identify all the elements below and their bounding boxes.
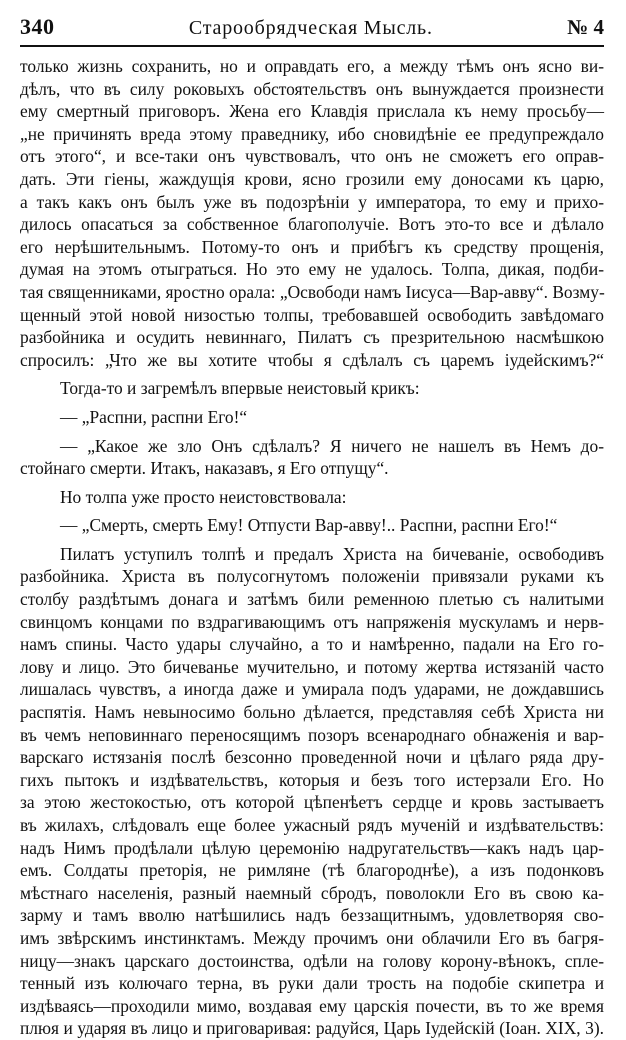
text-line: „не причинять вреда этому праведнику, ибо сновидѣніе ее предупреждало — [20, 123, 604, 144]
text-line: емъ. Солдаты преторія, не римляне (тѣ благороднѣе), а изъ подонковъ — [20, 860, 604, 881]
text-line: только жизнь сохранить, но и оправдать его, а между тѣмъ онъ ясно ви- — [20, 56, 604, 76]
text-line: лову и лицо. Это бичеванье мучительно, и потому жертва истязаній часто — [20, 656, 604, 677]
text-line: намъ спины. Часто удары случайно, а то и намѣренно, падали на Его го- — [20, 634, 604, 655]
text-line: Тогда-то и загремѣлъ впервые неистовый крикъ: — [60, 378, 420, 399]
page-number: 340 — [20, 14, 55, 39]
text-line: имъ звѣрскимъ инстинктамъ. Между прочимъ они облачили Его въ багря- — [20, 927, 604, 948]
text-line: спросилъ: „Что же вы хотите чтобы я сдѣлалъ съ царемъ іудейскимъ?“ — [20, 349, 604, 370]
body-text — [20, 55, 604, 1040]
text-line: дѣлъ, что въ силу роковыхъ обстоятельствъ онъ вынуждается произнести — [20, 78, 604, 99]
issue-number: № 4 — [567, 15, 604, 39]
text-line: — „Распни, распни Его!“ — [60, 406, 248, 427]
text-line: Пилатъ уступилъ толпѣ и предалъ Христа на бичеваніе, освободивъ — [60, 543, 604, 564]
paragraph — [20, 377, 604, 400]
text-line: тая священниками, яростно орала: „Освободи намъ Іисуса—Вар-авву“. Возму- — [20, 281, 605, 302]
text-line: столбу раздѣтымъ донага и затѣмъ били ременною плетью съ налитыми — [20, 589, 604, 610]
text-line: отъ этого“, и все-таки онъ чувствовалъ, что онъ не сможетъ его оправ- — [20, 146, 604, 167]
text-line: надъ Нимъ продѣлали цѣлую церемонію надругательствъ—какъ надъ цар- — [20, 837, 604, 858]
text-line: его нерѣшительнымъ. Потому-то онъ и прибѣгъ къ средству прощенія, — [20, 236, 604, 257]
text-line: за этою жестокостью, отъ которой цѣпенѣетъ сердце и кровь застываетъ — [20, 792, 604, 813]
paragraph — [20, 486, 604, 509]
text-line: гихъ пытокъ и издѣвательствъ, которыя и безъ того истерзали Его. Но — [20, 769, 604, 790]
text-line: — „Смерть, смерть Ему! Отпусти Вар-авву!.. Распни, распни Его!“ — [60, 515, 558, 536]
text-line: свинцомъ концами по вздрагивающимъ отъ напряженія мускуламъ и нерв- — [20, 611, 604, 632]
text-line: ницу—знакъ царскаго достоинства, одѣли на голову корону-вѣнокъ, спле- — [20, 950, 604, 971]
paragraph — [20, 435, 604, 480]
paragraph — [20, 406, 604, 429]
text-line: въ жилахъ, слѣдовалъ еще более ужасный рядъ мученій и издѣвательствъ: — [20, 815, 604, 835]
paragraph — [20, 55, 604, 371]
header-rule — [20, 45, 604, 47]
text-line: разбойника. Христа въ полусогнутомъ положеніи привязали руками къ — [20, 566, 604, 587]
text-line: въ чемъ неповиннаго переносящимъ позоръ всенароднаго обнаженія и вар- — [20, 724, 604, 745]
text-line: а такъ какъ онъ былъ уже въ подозрѣніи у императора, то ему и прихо- — [20, 191, 604, 212]
text-line: лишалась чувствъ, а иногда даже и умирала подъ ударами, не дождавшись — [20, 679, 604, 700]
text-line: варскаго истязанія послѣ безсонно проведенной ночи и цѣлаго ряда дру- — [20, 747, 604, 768]
text-line: тенный изъ колючаго терна, въ руки дали трость на подобіе скипетра и — [20, 973, 604, 994]
text-line: щенный этой новой низостью толпы, требовавшей освободить завѣдомаго — [20, 304, 604, 325]
text-line: плюя и ударяя въ лицо и приговаривая: радуйся, Царь Іудейскій (Іоан. XIX, 3). — [20, 1018, 604, 1039]
text-line: — „Какое же зло Онъ сдѣлалъ? Я ничего не нашелъ въ Немъ до- — [60, 435, 604, 456]
text-line: издѣваясь—проходили мимо, воздавая ему царскія почести, въ то же время — [20, 995, 604, 1016]
text-line: зарму и тамъ вволю натѣшились надъ беззащитнымъ, удовлетворяя сво- — [20, 905, 604, 926]
text-line: дилось опасаться за собственное благополучіе. Вотъ это-то все и дѣлало — [20, 214, 604, 235]
journal-title: Старообрядческая Мысль. — [188, 17, 433, 39]
text-line: разбойника и осудить невиннаго, Пилатъ съ презрительною насмѣшкою — [20, 327, 604, 348]
text-line: дать. Эти гіены, жаждущія крови, ясно грозили ему доносами къ царю, — [20, 168, 604, 189]
paragraph — [20, 543, 604, 1040]
text-line: стойнаго смерти. Итакъ, наказавъ, я Его отпущу“. — [20, 458, 389, 479]
text-line: мѣстнаго населенія, разный наемный сбродъ, поволокли Его въ свою ка- — [20, 882, 604, 903]
text-line: думая на этомъ отыграться. Но это ему не удалось. Толпа, дикая, подби- — [20, 259, 604, 280]
text-line: Но толпа уже просто неистовствовала: — [60, 486, 347, 507]
text-line: распятія. Намъ невыносимо больно дѣлается, представляя себѣ Христа ни — [20, 702, 604, 723]
text-line: ему смертный приговоръ. Жена его Клавдія прислала къ нему просьбу— — [20, 101, 604, 122]
paragraph — [20, 514, 604, 537]
running-header — [20, 14, 604, 44]
